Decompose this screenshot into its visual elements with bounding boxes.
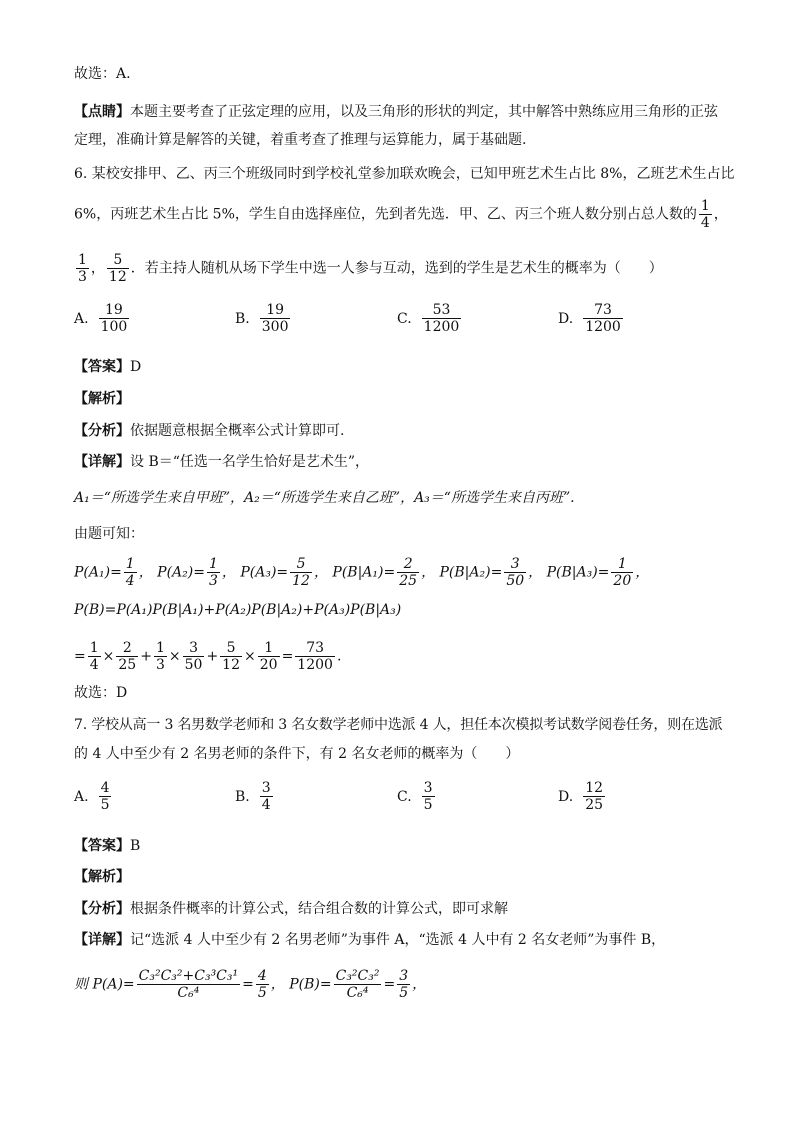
calc-frac (258, 640, 280, 673)
prev-answer: 故选：A. (74, 66, 131, 82)
frac-den: 50 (184, 657, 203, 674)
pa-value-frac (256, 968, 269, 1001)
frac-den: 1200 (297, 657, 333, 674)
q7-stem-line-1: 7. 学校从高一 3 名男数学老师和 3 名女数学老师中选派 4 人，担任本次模拟考试数学阅卷任务，则在选派 (74, 717, 723, 733)
option-label: B. (235, 310, 250, 327)
fenxi-heading: 【分析】 (74, 901, 130, 917)
frac-num: 3 (504, 556, 526, 573)
frac-num: 3 (261, 780, 271, 796)
calc-frac (295, 640, 335, 673)
q6-frac-c (107, 252, 129, 285)
frac-den: 12 (292, 573, 310, 590)
frac-den: 25 (585, 797, 604, 814)
frac-num: 5 (220, 640, 242, 657)
frac-den: 20 (613, 573, 632, 590)
option-frac (99, 780, 112, 813)
frac-num: 4 (100, 780, 110, 796)
q7-probability-calc: 则 P(A)= $\frac{\text{C₃²C₃²+C₃³C₃¹}}{\text{C₆⁴}}$ = $\frac{4}{5}$ ， P(B)= $\frac{\text{C₃²C₃²}}{\text{C₆⁴}}$ = $\frac{3}{5}$ ， (74, 968, 427, 1002)
frac-num: 12 (585, 780, 604, 796)
answer-heading: 【答案】 (74, 838, 130, 854)
option-frac (422, 780, 435, 813)
prob-lhs: P(A₃)= (240, 564, 289, 581)
xiangjie-heading: 【详解】 (74, 932, 130, 948)
frac-den: 4 (261, 797, 271, 814)
q6-stem-line-1: 6. 某校安排甲、乙、丙三个班级同时到学校礼堂参加联欢晚会，已知甲班艺术生占比 8%，乙班艺术生占比 (74, 166, 735, 182)
option-label: D. (558, 310, 574, 327)
frac-den: 100 (100, 319, 128, 336)
prob-lhs: P(A₁)= (74, 564, 122, 581)
frac-den: 12 (108, 269, 127, 286)
frac-den: 4 (700, 215, 710, 232)
q7-fenxi (74, 899, 730, 919)
calc-frac (88, 640, 101, 673)
frac-num: 1 (700, 198, 710, 214)
q6-option-c (397, 302, 463, 335)
q6-event-defs: A₁＝“所选学生来自甲班”，A₂＝“所选学生来自乙班”，A₃＝“所选学生来自丙班”. (74, 490, 575, 506)
frac-den: 20 (259, 657, 278, 674)
answer-value: B (130, 838, 141, 854)
frac-den: C₆⁴ (346, 985, 369, 1002)
q7-option-c (397, 780, 437, 813)
q6-stem-text-3: ．若主持人随机从场下学生中选一人参与互动，选到的学生是艺术生的概率为（ ） (130, 260, 663, 277)
fenxi-heading: 【分析】 (74, 423, 130, 439)
q6-youti: 由题可知： (74, 526, 144, 542)
q6-option-b (235, 302, 292, 335)
dianjing-heading: 【点睛】 (74, 104, 130, 120)
pb-frac (334, 968, 382, 1001)
option-label: C. (397, 788, 412, 805)
q7-jiexi-heading: 【解析】 (74, 869, 130, 885)
frac-num: 2 (397, 556, 419, 573)
option-label: A. (74, 310, 89, 327)
frac-den: 4 (125, 573, 135, 590)
option-frac (583, 302, 623, 335)
option-frac (99, 302, 130, 335)
frac-num: 1 (155, 640, 165, 656)
pa-lhs: 则 P(A)= (74, 976, 135, 993)
fenxi-text: 依据题意根据全概率公式计算即可. (130, 423, 345, 439)
xiangjie-text: 设 B＝“任选一名学生恰好是艺术生”， (130, 454, 370, 470)
frac-num: 1 (611, 556, 633, 573)
q6-stem-text-2: 6%，丙班艺术生占比 5%，学生自由选择座位，先到者先选．甲、乙、丙三个班人数分别占总人数的 (74, 206, 697, 223)
frac-den: 25 (118, 657, 137, 674)
q6-frac-a (699, 198, 712, 231)
prob-lhs: P(A₂)= (157, 564, 205, 581)
frac-num: 2 (116, 640, 138, 657)
calc-frac (154, 640, 167, 673)
frac-den: 1200 (585, 319, 621, 336)
q6-answer (74, 357, 730, 377)
q6-stem-line-2: 6%，丙班艺术生占比 5%，学生自由选择座位，先到者先选．甲、乙、丙三个班人数分别占总人数的 $\frac{1}{4}$ ， (74, 198, 728, 232)
q6-calculation: = $\frac{1}{4}$ × $\frac{2}{25}$ + $\frac{1}{3}$ × $\frac{3}{50}$ + $\frac{5}{12}$ × $\frac{1}{20}$ = $\frac{73}{1200}$ . (74, 640, 342, 674)
frac-den: 4 (89, 657, 99, 674)
frac-num: 73 (583, 302, 623, 319)
option-label: D. (558, 788, 574, 805)
prob-frac (611, 556, 633, 589)
frac-num: 1 (208, 556, 218, 572)
q7-xiangjie (74, 930, 730, 950)
frac-den: 5 (257, 985, 267, 1002)
answer-value: D (130, 359, 142, 375)
frac-num: 5 (290, 556, 312, 573)
frac-num: 1 (78, 252, 87, 268)
prob-lhs: P(B|A₂)= (439, 564, 503, 581)
frac-den: 300 (261, 319, 289, 336)
q6-prob-list: P(A₁)= $\frac{1}{4}$ ， P(A₂)= $\frac{1}{3}$ ， P(A₃)= $\frac{5}{12}$ ， P(B|A₁)= $\frac{2}{25}$ ， P(B|A₂)= $\frac{3}{50}$ ， P(B|A₃)= $\frac{1}{20}$ ， (74, 556, 650, 590)
xiangjie-heading: 【详解】 (74, 454, 130, 470)
q7-answer (74, 836, 730, 856)
frac-num: 53 (422, 302, 462, 319)
frac-den: C₆⁴ (177, 985, 200, 1002)
frac-num: 1 (258, 640, 280, 657)
q7-stem-line-2: 的 4 人中至少有 2 名男老师的条件下，有 2 名女老师的概率为（ ） (74, 746, 520, 762)
q6-option-d (558, 302, 625, 335)
option-frac (422, 302, 462, 335)
calc-frac (183, 640, 205, 673)
q7-option-d (558, 780, 607, 813)
dianjing-line-2: 定理，准确计算是解答的关键，着重考查了推理与运算能力，属于基础题. (74, 132, 527, 148)
q7-option-a (74, 780, 113, 813)
frac-num: 1 (125, 556, 135, 572)
frac-den: 1200 (423, 319, 460, 336)
q6-option-a (74, 302, 131, 335)
prob-lhs: P(B|A₁)= (332, 564, 396, 581)
frac-den: 3 (78, 269, 87, 286)
q7-option-b (235, 780, 275, 813)
frac-den: 12 (222, 657, 240, 674)
pb-lhs: P(B)= (289, 976, 332, 993)
frac-num: C₃²C₃²+C₃³C₃¹ (138, 968, 239, 984)
prob-lhs: P(B|A₃)= (546, 564, 610, 581)
frac-den: 5 (423, 797, 433, 814)
q6-frac-b (76, 252, 89, 285)
frac-num: 19 (99, 302, 130, 319)
dianjing-text-1: 本题主要考查了正弦定理的应用，以及三角形的形状的判定，其中解答中熟练应用三角形的正弦 (130, 104, 718, 120)
pb-value-frac (397, 968, 410, 1001)
frac-den: 3 (155, 657, 165, 674)
frac-num: C₃²C₃² (335, 968, 380, 984)
dianjing-line-1 (74, 102, 730, 122)
calc-frac (220, 640, 242, 673)
prob-frac (397, 556, 419, 589)
frac-num: 73 (295, 640, 335, 657)
frac-num: 19 (260, 302, 291, 319)
calc-frac (116, 640, 138, 673)
frac-num: 1 (89, 640, 99, 656)
option-label: C. (397, 310, 412, 327)
q6-total-formula: P(B)=P(A₁)P(B|A₁)+P(A₂)P(B|A₂)+P(A₃)P(B|A₃) (74, 602, 402, 618)
option-label: B. (235, 788, 250, 805)
frac-num: 5 (107, 252, 129, 269)
frac-num: 3 (183, 640, 205, 657)
frac-den: 3 (208, 573, 218, 590)
prob-frac (124, 556, 137, 589)
option-frac (583, 780, 605, 813)
pa-frac (137, 968, 240, 1001)
frac-num: 3 (399, 968, 409, 984)
option-frac (260, 302, 291, 335)
frac-den: 5 (100, 797, 110, 814)
prob-frac (504, 556, 526, 589)
prob-frac (290, 556, 312, 589)
option-label: A. (74, 788, 89, 805)
q6-jiexi-heading: 【解析】 (74, 391, 130, 407)
option-frac (260, 780, 273, 813)
xiangjie-text: 记“选派 4 人中至少有 2 名男老师”为事件 A，“选派 4 人中有 2 名女老师”为事件 B， (130, 932, 666, 948)
frac-num: 4 (257, 968, 267, 984)
q6-final: 故选：D (74, 685, 128, 701)
prob-frac (207, 556, 220, 589)
q6-stem-line-3: $\frac{1}{3}$ ， $\frac{5}{12}$ ．若主持人随机从场下学生中选一人参与互动，选到的学生是艺术生的概率为（ ） (78, 252, 663, 286)
fenxi-text: 根据条件概率的计算公式，结合组合数的计算公式，即可求解 (130, 901, 508, 917)
frac-den: 25 (399, 573, 418, 590)
q6-fenxi (74, 421, 730, 441)
answer-heading: 【答案】 (74, 359, 130, 375)
frac-den: 5 (399, 985, 409, 1002)
q6-xiangjie (74, 452, 730, 472)
frac-den: 50 (506, 573, 525, 590)
frac-num: 3 (423, 780, 433, 796)
